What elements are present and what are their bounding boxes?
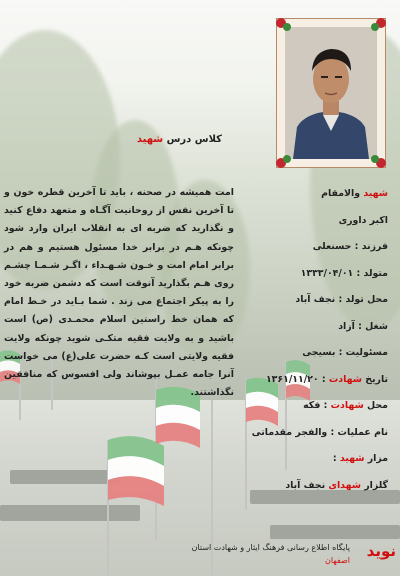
cemetery-highlight: شهدای — [328, 479, 361, 491]
death-place-value: : فکه — [303, 400, 331, 411]
logo-line2: اصفهان — [324, 556, 350, 565]
death-place-prefix: محل — [363, 400, 388, 411]
death-place-highlight: شهادت — [330, 400, 364, 411]
bio-title — [238, 188, 388, 215]
tomb-prefix: مزار — [364, 453, 388, 464]
bio-death-date — [238, 374, 388, 401]
testament-paragraph: امت همیشه در صحنه ، باید تا آخرین قطره خون و تا آخرین نفس از روحانیت آگـاه و متعهد دفاع کنید و نگذارید که ضربه ای به انقلاب ایران وارد شود چونکه هـم در برابر خدا مسئول هستیم و هم در برابر امام امت و خـون شـهـداء ، اگـر شـمـا چشـم روی هـم بگذارید آنوقت است که دشمن ضربه خود را به پیکر اجتماع می زند . شما بـاید در خـط امام که همان خط راستین اسلام محمـدی (ص) است باشید و به ولایت فقیه متکـی شوید چونکه ولایت فقیه ولایتی است کـه حضرت علی(ع) می خواست آنرا جامه عمـل بپوشاند ولی افسوس که منافقین نگذاشتند. — [4, 187, 234, 399]
portrait-frame — [276, 18, 386, 168]
bio-father: فرزند : حسنعلی — [312, 241, 388, 252]
flower-corner-icon — [275, 151, 293, 169]
site-logo[interactable] — [191, 540, 396, 572]
bio-death-place — [238, 400, 388, 427]
cemetery-prefix: گلزار — [361, 479, 388, 491]
bio-cemetery — [238, 480, 388, 507]
bio-name: اکبر داوری — [338, 214, 388, 226]
death-date-highlight: شهادت — [328, 373, 363, 385]
bio-tomb — [238, 453, 388, 480]
flower-corner-icon — [275, 17, 293, 35]
bio-birth-place: محل تولد : نجف آباد — [295, 294, 388, 305]
death-date-prefix: تاریخ — [362, 373, 388, 385]
portrait-illustration — [285, 27, 377, 159]
death-date-value: : ۱۳۶۱/۱۱/۲۰ — [265, 373, 329, 385]
bio-operation: نام عملیات : والفجر مقدماتی — [251, 426, 388, 438]
bio-birth-date: متولد : ۱۳۳۳/۰۴/۰۱ — [300, 267, 388, 279]
cemetery-value: نجف آباد — [285, 479, 329, 491]
martyr-bio — [238, 188, 388, 506]
logo-mark: نوید — [366, 542, 396, 560]
class-title — [137, 134, 222, 145]
flower-corner-icon — [369, 151, 387, 169]
bio-job: شغل : آزاد — [338, 320, 388, 332]
class-title-highlight: شهید — [136, 134, 164, 145]
logo-line1: پایگاه اطلاع رسانی فرهنگ ایثار و شهادت استان — [191, 543, 350, 552]
martyr-portrait — [285, 27, 377, 159]
bio-duty: مسئولیت : بسیجی — [302, 347, 388, 358]
flower-corner-icon — [369, 17, 387, 35]
tomb-value: : — [332, 453, 340, 464]
tomb-highlight: شهید — [339, 453, 365, 464]
class-title-prefix: کلاس درس — [163, 134, 222, 145]
bio-title-rest: والامقام — [321, 188, 364, 199]
bio-title-highlight: شهید — [363, 188, 388, 199]
